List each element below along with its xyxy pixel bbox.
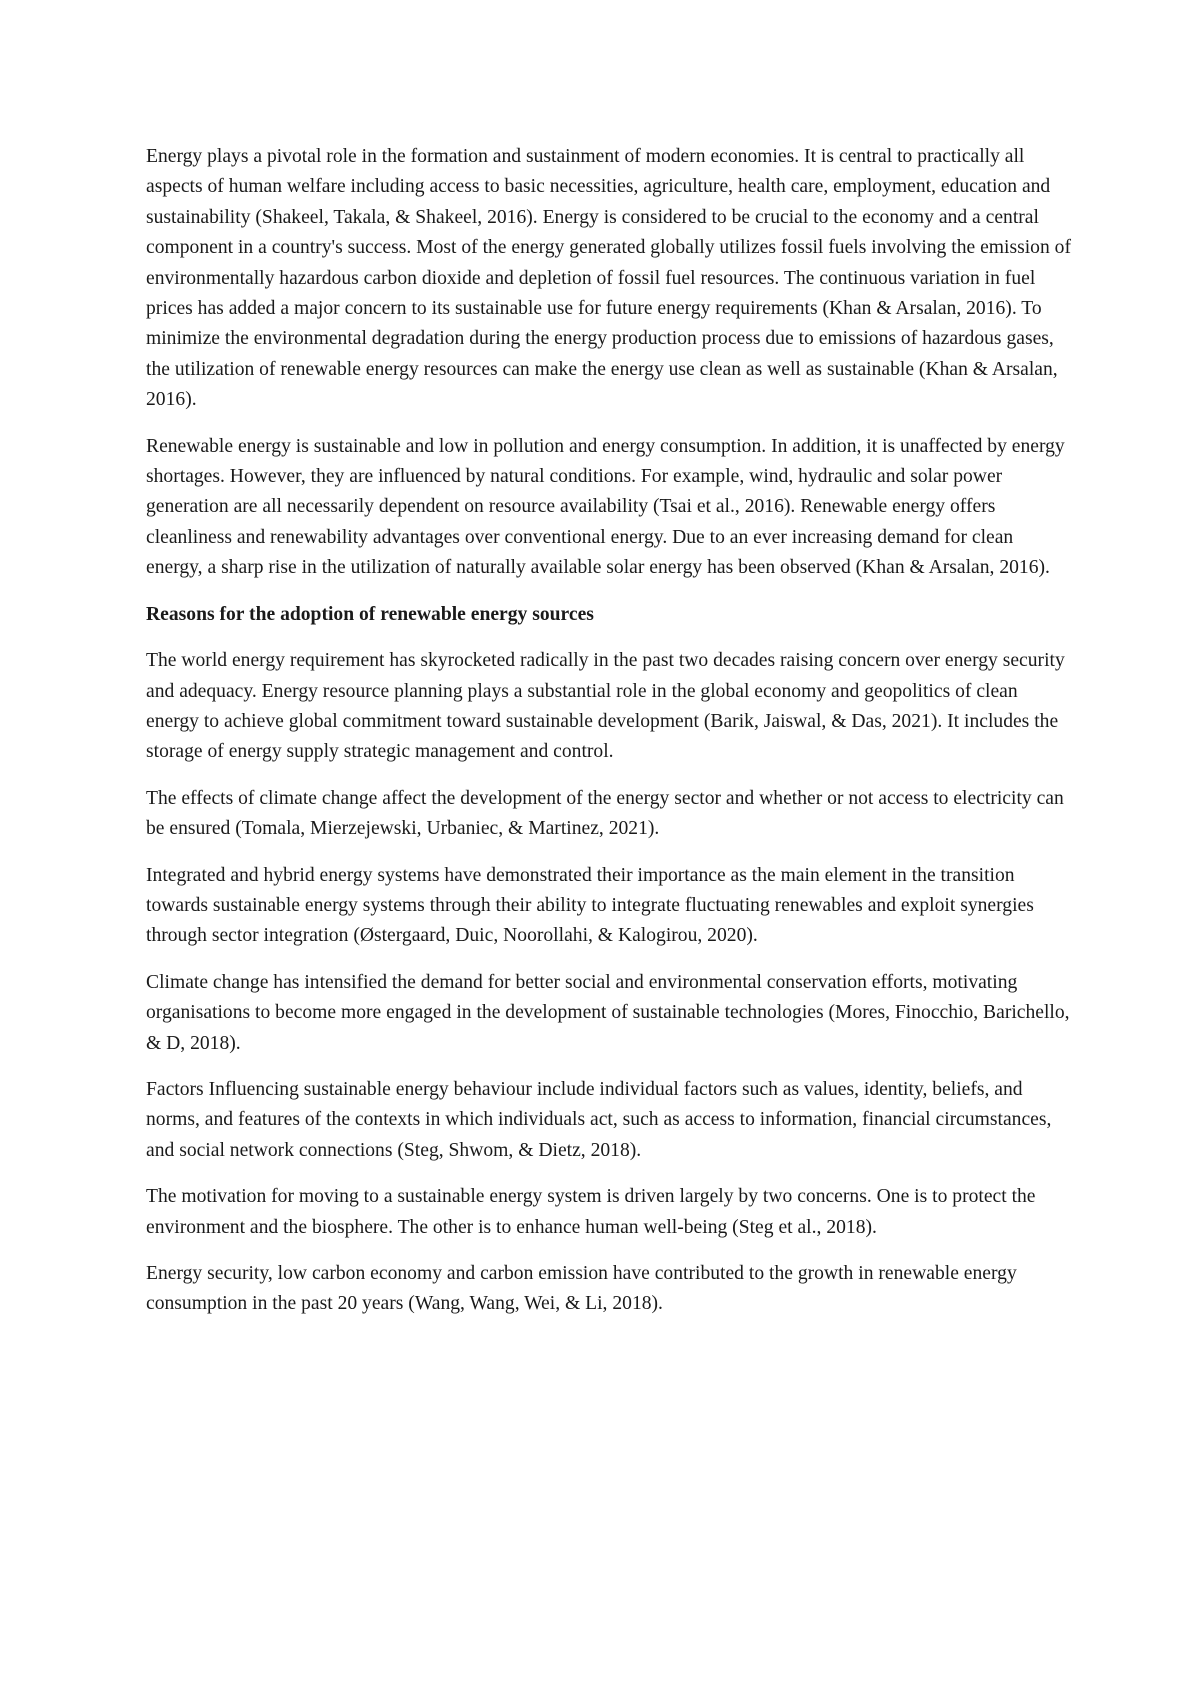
section-heading: Reasons for the adoption of renewable energy sources: [146, 603, 594, 625]
paragraph-section-7: Energy security, low carbon economy and carbon emission have contributed to the growth in renewable energy consumption in the past 20 years (Wang, Wang, Wei, & Li, 2018).: [146, 1263, 1017, 1315]
paragraph-section-4: Climate change has intensified the demand for better social and environmental conservation efforts, motivating organisations to become more engaged in the development of sustainable technologies (Mores, Finocchio, Barichello, & D, 2018).: [146, 971, 1070, 1054]
paragraph-intro-2: Renewable energy is sustainable and low in pollution and energy consumption. In addition, it is unaffected by energy shortages. However, they are influenced by natural conditions. For example, wind, hydraulic and solar power generation are all necessarily dependent on resource availability (Tsai et al., 2016). Renewable energy offers cleanliness and renewability advantages over conventional energy. Due to an ever increasing demand for clean energy, a sharp rise in the utilization of naturally available solar energy has been observed (Khan & Arsalan, 2016).: [146, 435, 1065, 579]
paragraph-section-6: The motivation for moving to a sustainable energy system is driven largely by two concerns. One is to protect the environment and the biosphere. The other is to enhance human well-being (Steg et al., 2018).: [146, 1186, 1036, 1238]
paragraph-intro-1: Energy plays a pivotal role in the formation and sustainment of modern economies. It is central to practically all aspects of human welfare including access to basic necessities, agriculture, health care, employment, education and sustainability (Shakeel, Takala, & Shakeel, 2016). Energy is considered to be crucial to the economy and a central component in a country's success. Most of the energy generated globally utilizes fossil fuels involving the emission of environmentally hazardous carbon dioxide and depletion of fossil fuel resources. The continuous variation in fuel prices has added a major concern to its sustainable use for future energy requirements (Khan & Arsalan, 2016). To minimize the environmental degradation during the energy production process due to emissions of hazardous gases, the utilization of renewable energy resources can make the energy use clean as well as sustainable (Khan & Arsalan, 2016).: [146, 146, 1071, 411]
paragraph-section-1: The world energy requirement has skyrocketed radically in the past two decades raising concern over energy security and adequacy. Energy resource planning plays a substantial role in the global economy and geopolitics of clean energy to achieve global commitment toward sustainable development (Barik, Jaiswal, & Das, 2021). It includes the storage of energy supply strategic management and control.: [146, 650, 1065, 763]
document-page: [146, 142, 1071, 1336]
paragraph-section-5: Factors Influencing sustainable energy behaviour include individual factors such as values, identity, beliefs, and norms, and features of the contexts in which individuals act, such as access to information, financial circumstances, and social network connections (Steg, Shwom, & Dietz, 2018).: [146, 1078, 1052, 1161]
paragraph-section-2: The effects of climate change affect the development of the energy sector and whether or not access to electricity can be ensured (Tomala, Mierzejewski, Urbaniec, & Martinez, 2021).: [146, 787, 1064, 840]
paragraph-section-3: Integrated and hybrid energy systems have demonstrated their importance as the main element in the transition towards sustainable energy systems through their ability to integrate fluctuating renewables and exploit synergies through sector integration (Østergaard, Duic, Noorollahi, & Kalogirou, 2020).: [146, 864, 1034, 947]
